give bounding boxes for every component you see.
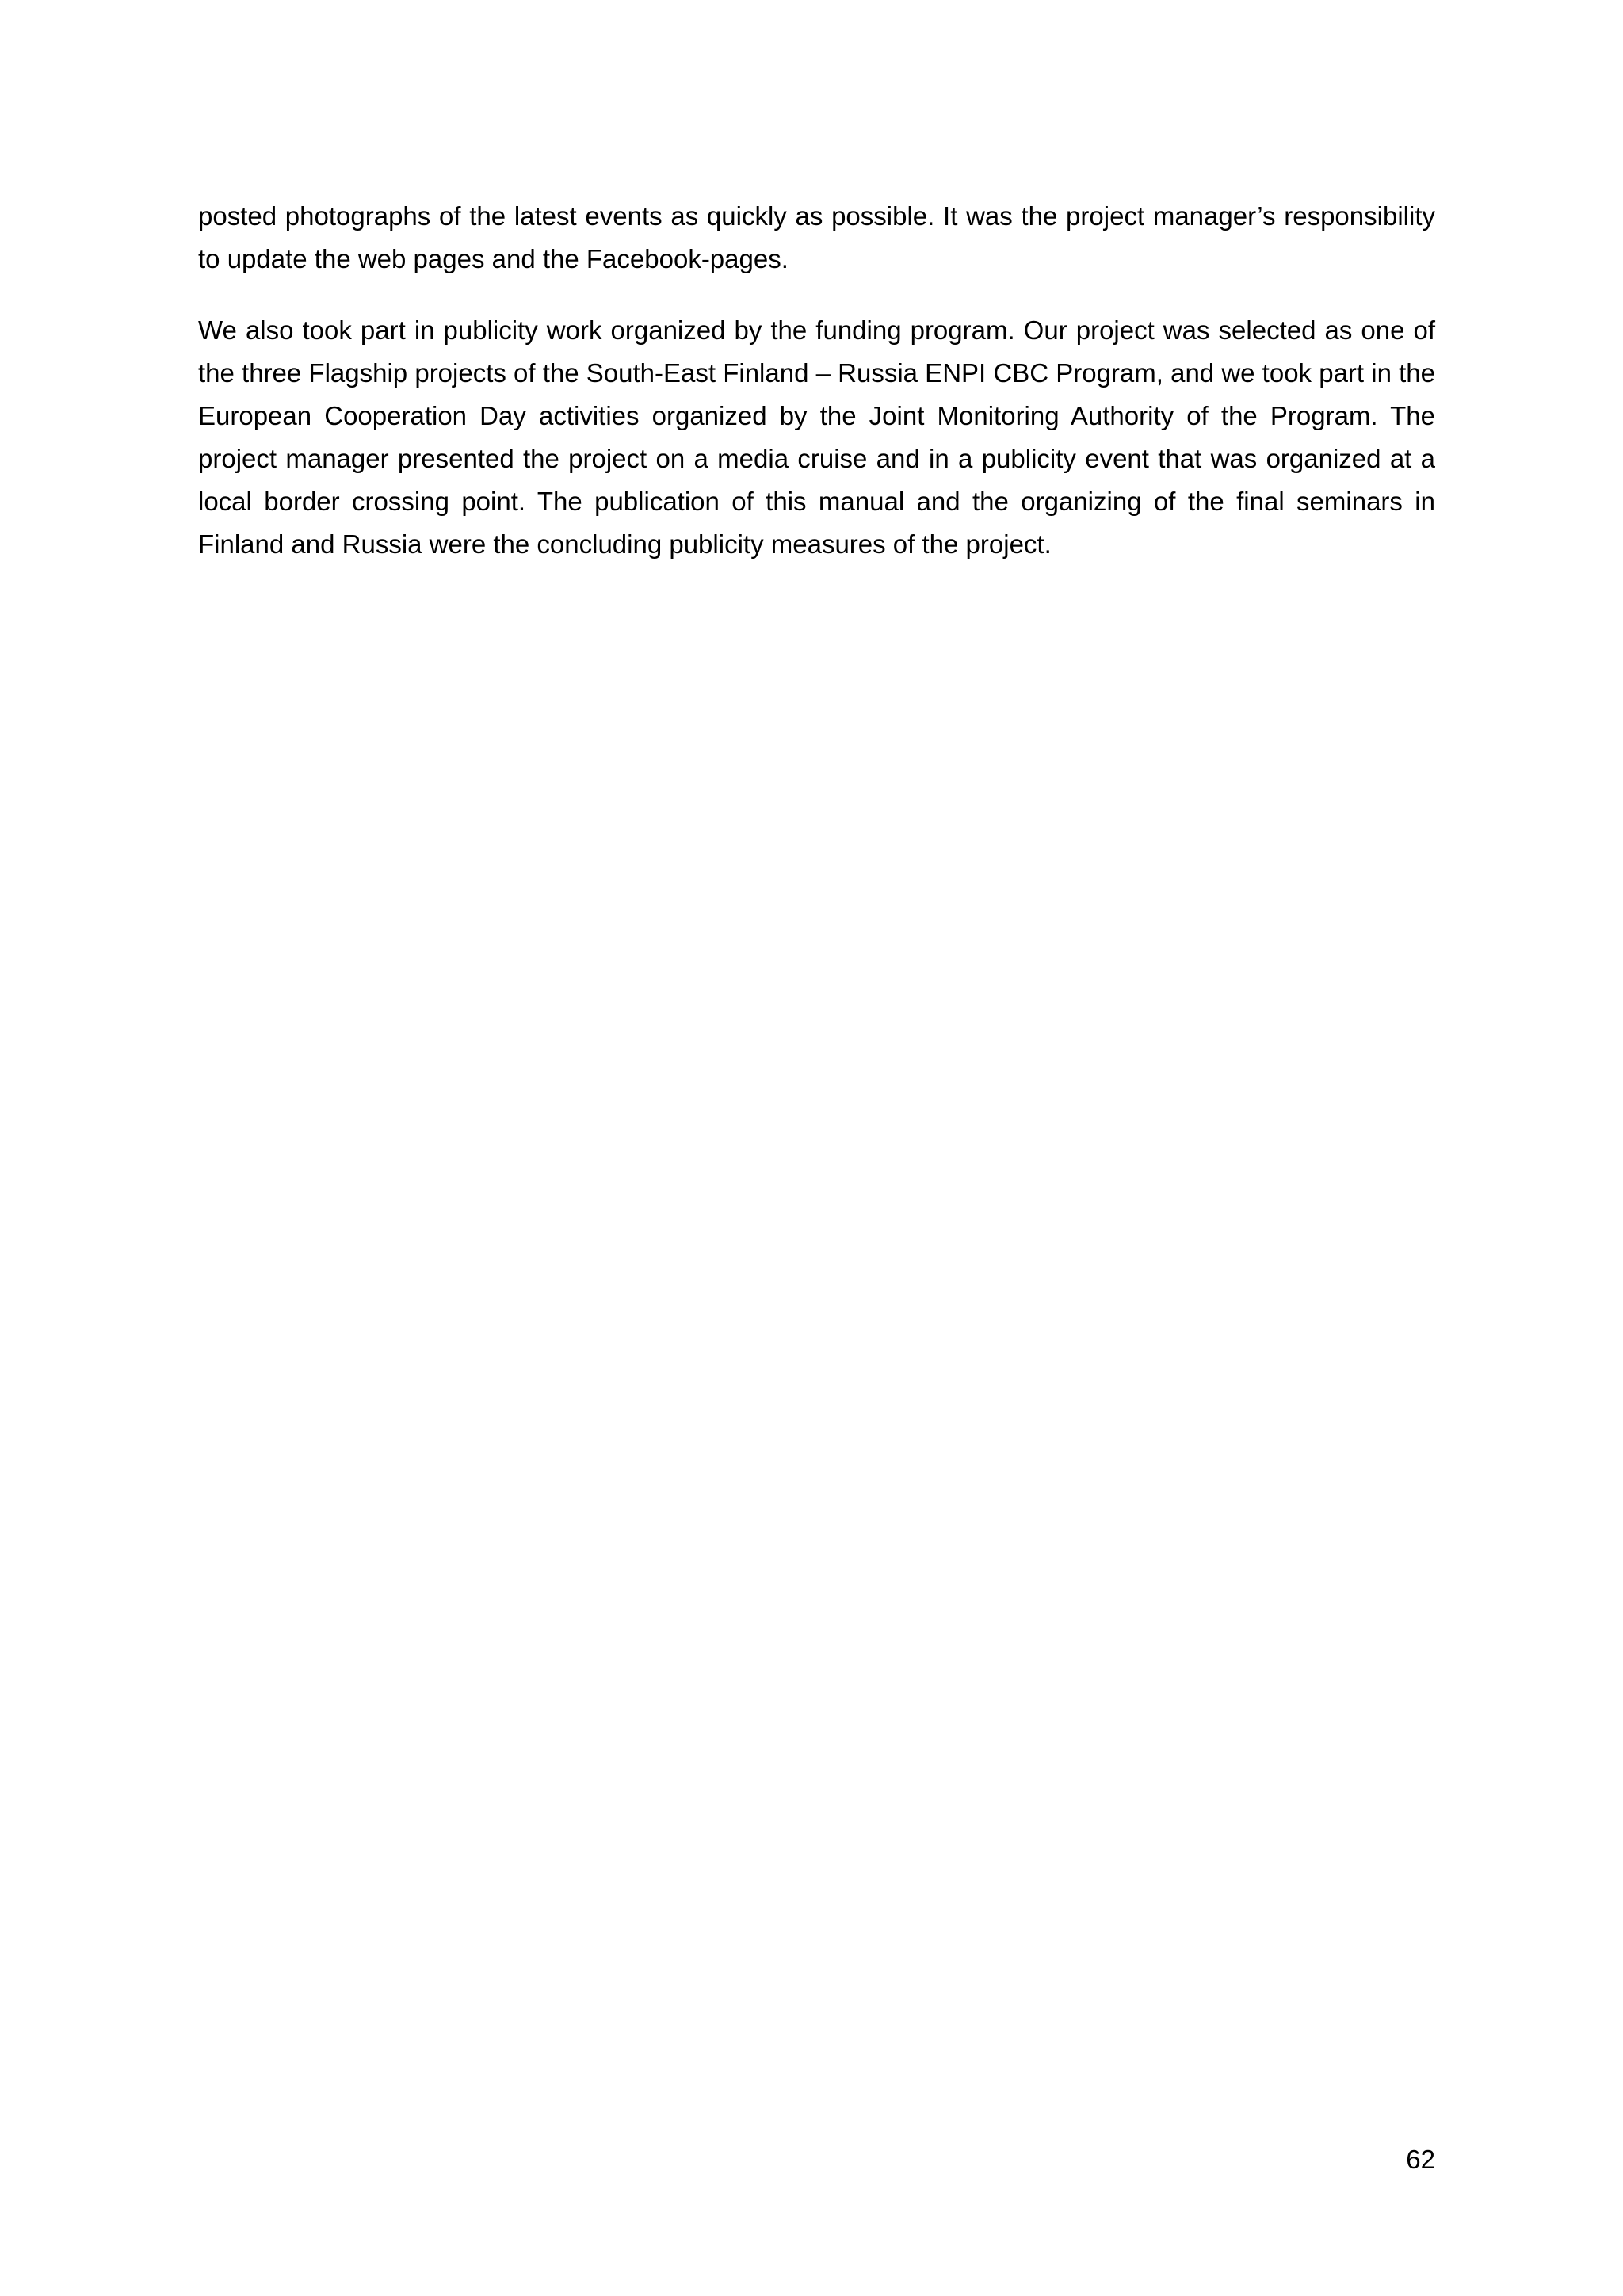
body-text — [198, 195, 1435, 594]
page-number: 62 — [1406, 2145, 1435, 2174]
paragraph-2: We also took part in publicity work organized by the funding program. Our project was selected as one of the three Flagship projects of the South-East Finland – Russia ENPI CBC Program, and we took part in the European Cooperation Day activities organized by the Joint Monitoring Authority of the Program. The project manager presented the project on a media cruise and in a publicity event that was organized at a local border crossing point. The publication of this manual and the organizing of the final seminars in Finland and Russia were the concluding publicity measures of the project. — [198, 315, 1435, 559]
paragraph-1: posted photographs of the latest events as quickly as possible. It was the project manager’s responsibility to update the web pages and the Facebook-pages. — [198, 201, 1435, 273]
